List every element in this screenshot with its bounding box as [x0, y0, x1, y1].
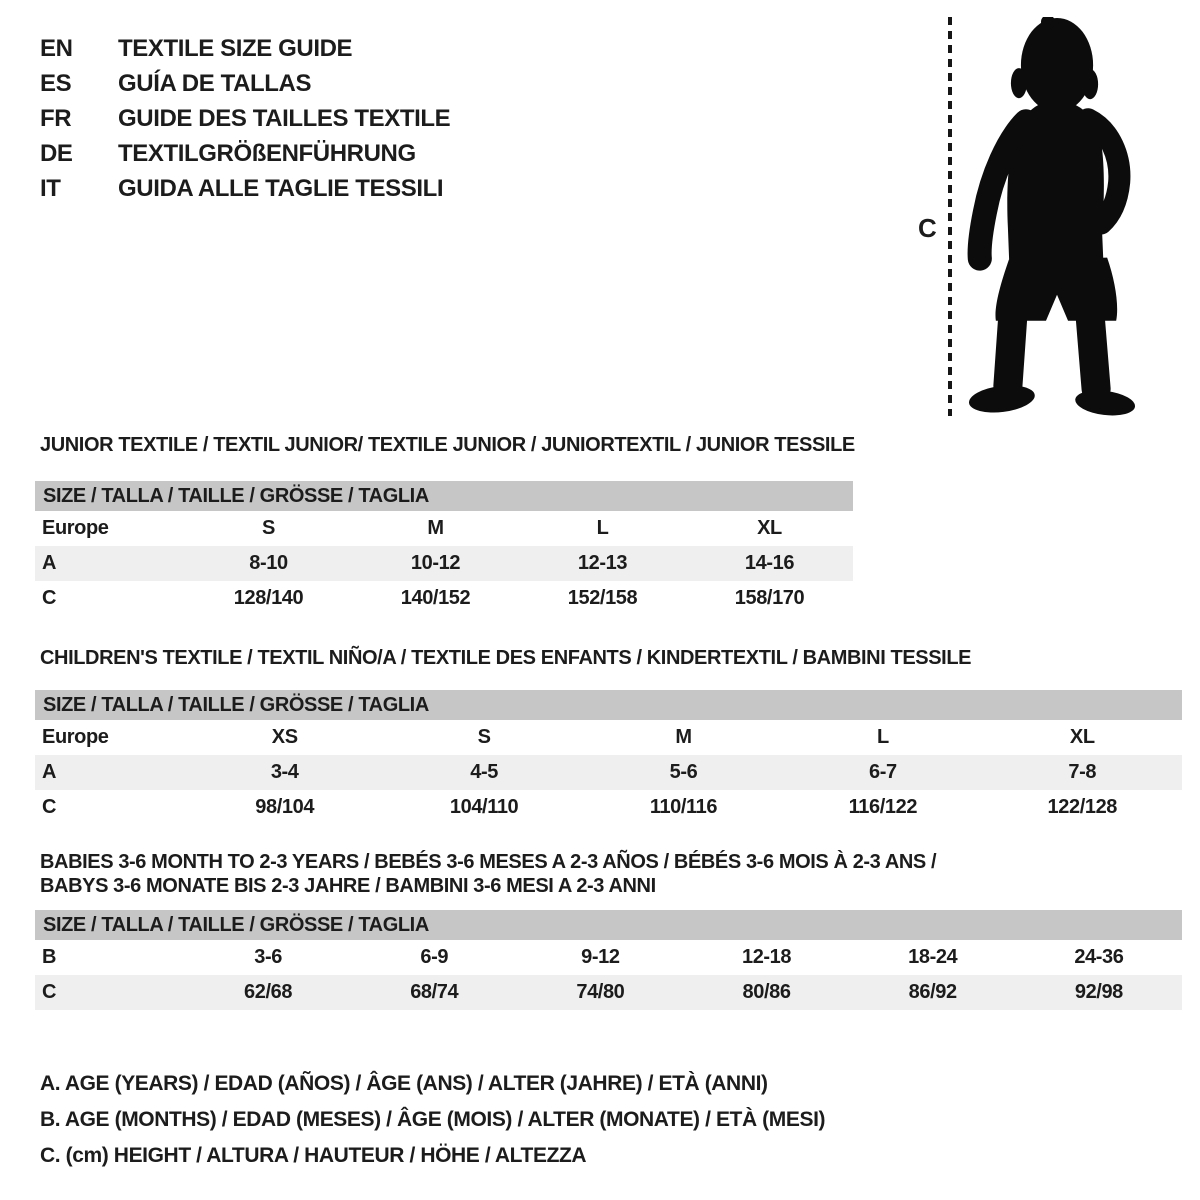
row-label: C [42, 796, 57, 818]
height-cell: 104/110 [449, 796, 519, 818]
age-cell: 12-13 [577, 552, 628, 574]
table-row [35, 511, 853, 546]
junior-size-header-bar: SIZE / TALLA / TAILLE / GRÖSSE / TAGLIA [35, 481, 853, 511]
table-row [35, 940, 1182, 975]
size-cell: XS [271, 726, 298, 748]
guide-title-fr: GUIDE DES TAILLES TEXTILE [118, 104, 451, 132]
babies-size-table [35, 940, 1182, 1010]
language-row-it [40, 171, 450, 206]
children-textile-section [35, 646, 1182, 825]
age-months-cell: 6-9 [420, 946, 449, 968]
language-row-de [40, 136, 450, 171]
age-cell: 5-6 [669, 761, 698, 783]
table-row [35, 720, 1182, 755]
size-cell: M [427, 517, 444, 539]
language-code: DE [40, 139, 73, 167]
height-cell: 158/170 [734, 587, 805, 609]
legend-height-cm: C. (cm) HEIGHT / ALTURA / HAUTEUR / HÖHE / ALTEZZA [40, 1144, 587, 1167]
language-title-list [40, 31, 450, 206]
babies-table-title-line1: BABIES 3-6 MONTH TO 2-3 YEARS / BEBÉS 3-6 MESES A 2-3 AÑOS / BÉBÉS 3-6 MOIS À 2-3 ANS / [40, 851, 937, 873]
height-cell: 128/140 [233, 587, 304, 609]
children-table-title: CHILDREN'S TEXTILE / TEXTIL NIÑO/A / TEXTILE DES ENFANTS / KINDERTEXTIL / BAMBINI TESSILE [40, 647, 972, 669]
height-cell: 110/116 [649, 796, 718, 818]
row-label: A [42, 552, 57, 574]
table-row [35, 975, 1182, 1010]
guide-title-es: GUÍA DE TALLAS [118, 69, 312, 97]
table-row [35, 755, 1182, 790]
language-row-fr [40, 101, 450, 136]
babies-textile-section [35, 850, 1182, 1010]
height-cell: 140/152 [400, 587, 471, 609]
height-cell: 152/158 [567, 587, 638, 609]
toddler-silhouette-icon [963, 17, 1140, 418]
age-cell: 6-7 [869, 761, 897, 783]
age-months-cell: 9-12 [581, 946, 620, 968]
size-cell: XL [757, 517, 782, 539]
age-cell: 14-16 [744, 552, 795, 574]
row-label: Europe [42, 726, 109, 748]
row-label: B [42, 946, 57, 968]
age-months-cell: 3-6 [254, 946, 282, 968]
height-cell: 92/98 [1074, 981, 1123, 1003]
age-months-cell: 24-36 [1074, 946, 1124, 968]
height-measure-label: C [918, 213, 937, 243]
babies-size-header-bar: SIZE / TALLA / TAILLE / GRÖSSE / TAGLIA [35, 910, 1182, 940]
size-cell: M [675, 726, 692, 748]
age-cell: 7-8 [1068, 761, 1097, 783]
table-row [35, 546, 853, 581]
junior-size-table [35, 511, 853, 616]
children-size-header-bar: SIZE / TALLA / TAILLE / GRÖSSE / TAGLIA [35, 690, 1182, 720]
age-months-cell: 18-24 [908, 946, 958, 968]
age-cell: 3-4 [270, 761, 299, 783]
age-cell: 4-5 [470, 761, 498, 783]
height-cell: 68/74 [410, 981, 459, 1003]
junior-table-title: JUNIOR TEXTILE / TEXTIL JUNIOR/ TEXTILE JUNIOR / JUNIORTEXTIL / JUNIOR TESSILE [40, 434, 855, 456]
size-cell: S [477, 726, 491, 748]
height-cell: 86/92 [908, 981, 957, 1003]
height-cell: 74/80 [576, 981, 625, 1003]
row-label: A [42, 761, 57, 783]
size-cell: S [262, 517, 275, 539]
height-cell: 122/128 [1047, 796, 1118, 818]
row-label: C [42, 587, 57, 609]
table-row [35, 581, 853, 616]
height-cell: 98/104 [255, 796, 315, 818]
height-cell: 80/86 [742, 981, 791, 1003]
height-cell: 62/68 [244, 981, 293, 1003]
babies-table-title-line2: BABYS 3-6 MONATE BIS 2-3 JAHRE / BAMBINI 3-6 MESI A 2-3 ANNI [40, 875, 656, 897]
children-size-table [35, 720, 1182, 825]
size-cell: XL [1069, 726, 1095, 748]
row-label: Europe [42, 517, 109, 539]
language-code: EN [40, 34, 73, 62]
age-months-cell: 12-18 [741, 946, 792, 968]
age-cell: 10-12 [410, 552, 461, 574]
size-cell: L [596, 517, 609, 539]
legend-age-months: B. AGE (MONTHS) / EDAD (MESES) / ÂGE (MOIS) / ALTER (MONATE) / ETÀ (MESI) [40, 1108, 826, 1131]
row-label: C [42, 981, 57, 1003]
height-cell: 116/122 [848, 796, 918, 818]
language-code: FR [40, 104, 72, 132]
age-cell: 8-10 [249, 552, 288, 574]
guide-title-de: TEXTILGRÖßENFÜHRUNG [118, 139, 416, 167]
language-code: ES [40, 69, 72, 97]
legend [40, 1066, 825, 1174]
size-cell: L [876, 726, 889, 748]
guide-title-it: GUIDA ALLE TAGLIE TESSILI [118, 174, 444, 202]
language-code: IT [40, 174, 61, 202]
legend-age-years: A. AGE (YEARS) / EDAD (AÑOS) / ÂGE (ANS) / ALTER (JAHRE) / ETÀ (ANNI) [40, 1072, 768, 1095]
junior-textile-section [35, 433, 853, 616]
guide-title-en: TEXTILE SIZE GUIDE [118, 34, 353, 62]
language-row-en [40, 31, 450, 66]
table-row [35, 790, 1182, 825]
language-row-es [40, 66, 450, 101]
height-measure-dashed-line [948, 17, 952, 416]
